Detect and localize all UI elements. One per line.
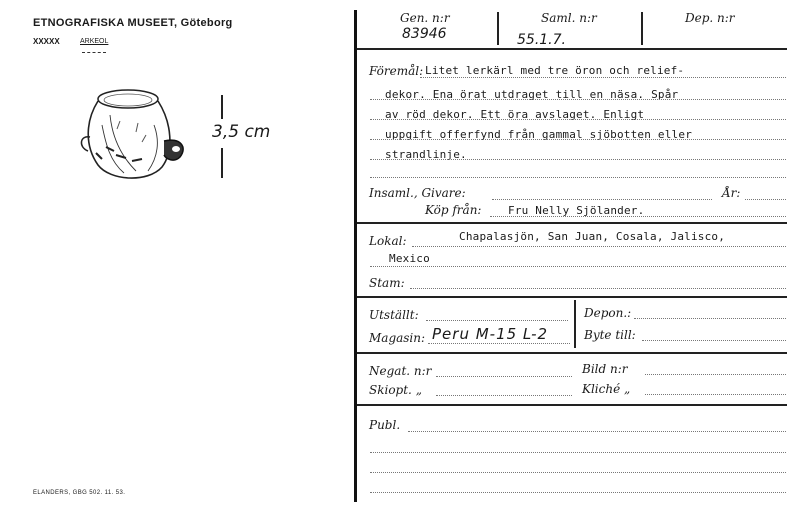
department-stamp: ARKEOL (80, 38, 109, 45)
card-divider (354, 10, 357, 502)
dimension-line-bottom (221, 148, 223, 178)
dotted-line (408, 431, 786, 432)
dotted-line (645, 394, 786, 395)
bild-label: Bild n:r (582, 362, 628, 376)
description-line-5: strandlinje. (385, 148, 467, 161)
header-rule (357, 48, 787, 50)
dotted-line (428, 343, 570, 344)
section-rule (357, 352, 787, 354)
kliche-label: Kliché „ (582, 382, 631, 396)
header-separator-2 (641, 12, 643, 45)
skiopt-label: Skiopt. „ (369, 383, 422, 397)
dotted-line (745, 199, 786, 200)
ar-label: År: (722, 186, 741, 200)
magasin-value: Peru M-15 L-2 (432, 325, 549, 343)
printer-imprint: ELANDERS, GBG 502. 11. 53. (33, 490, 126, 496)
magasin-label: Magasin: (369, 331, 426, 345)
locality-line-2: Mexico (389, 252, 430, 265)
dotted-line (370, 119, 786, 120)
lokal-label: Lokal: (369, 234, 407, 248)
dimension-line-top (221, 95, 223, 119)
saml-nr-label: Saml. n:r (541, 11, 597, 25)
dotted-line (492, 199, 712, 200)
dotted-line (370, 266, 786, 267)
stam-label: Stam: (369, 276, 405, 290)
dotted-line (412, 246, 786, 247)
dotted-line (436, 395, 572, 396)
publ-label: Publ. (369, 418, 401, 432)
locality-line-1: Chapalasjön, San Juan, Cosala, Jalisco, (459, 230, 726, 243)
dotted-line (436, 376, 572, 377)
kop-fran-label: Köp från: (425, 203, 482, 217)
dotted-line (370, 492, 786, 493)
depon-label: Depon.: (584, 306, 632, 320)
pottery-vessel-sketch (76, 85, 196, 190)
dotted-line (370, 99, 786, 100)
foremal-label: Föremål: (369, 64, 424, 78)
section-rule (357, 404, 787, 406)
gen-nr-label: Gen. n:r (400, 11, 450, 25)
dotted-line (645, 374, 786, 375)
dotted-line (370, 472, 786, 473)
storage-separator (574, 300, 576, 348)
dep-nr-label: Dep. n:r (685, 11, 735, 25)
insaml-label: Insaml., Givare: (369, 186, 466, 200)
dotted-line (370, 452, 786, 453)
description-line-3: av röd dekor. Ett öra avslaget. Enligt (385, 108, 645, 121)
dotted-line (490, 216, 786, 217)
dotted-line (370, 139, 786, 140)
saml-nr-value: 55.1.7. (517, 32, 566, 48)
dotted-line (426, 320, 568, 321)
dotted-line (370, 177, 786, 178)
section-rule (357, 296, 787, 298)
crossed-stamp: XXXXX (33, 37, 60, 46)
dotted-line (410, 288, 786, 289)
gen-nr-value: 83946 (402, 26, 447, 42)
dotted-line (420, 77, 786, 78)
museum-name: ETNOGRAFISKA MUSEET, Göteborg (33, 17, 233, 29)
size-note: 3,5 cm (212, 122, 271, 142)
description-line-2: dekor. Ena örat utdraget till en näsa. Spår (385, 88, 679, 101)
dotted-line (370, 159, 786, 160)
description-line-4: uppgift offerfynd från gammal sjöbotten eller (385, 128, 693, 141)
seller-name: Fru Nelly Sjölander. (508, 204, 645, 217)
utstallt-label: Utställt: (369, 308, 419, 322)
header-separator-1 (497, 12, 499, 45)
section-rule (357, 222, 787, 224)
stamp-underline (82, 52, 106, 53)
dotted-line (634, 318, 786, 319)
negat-label: Negat. n:r (369, 364, 432, 378)
description-line-1: Litet lerkärl med tre öron och relief- (425, 64, 685, 77)
byte-till-label: Byte till: (584, 328, 636, 342)
dotted-line (642, 340, 786, 341)
